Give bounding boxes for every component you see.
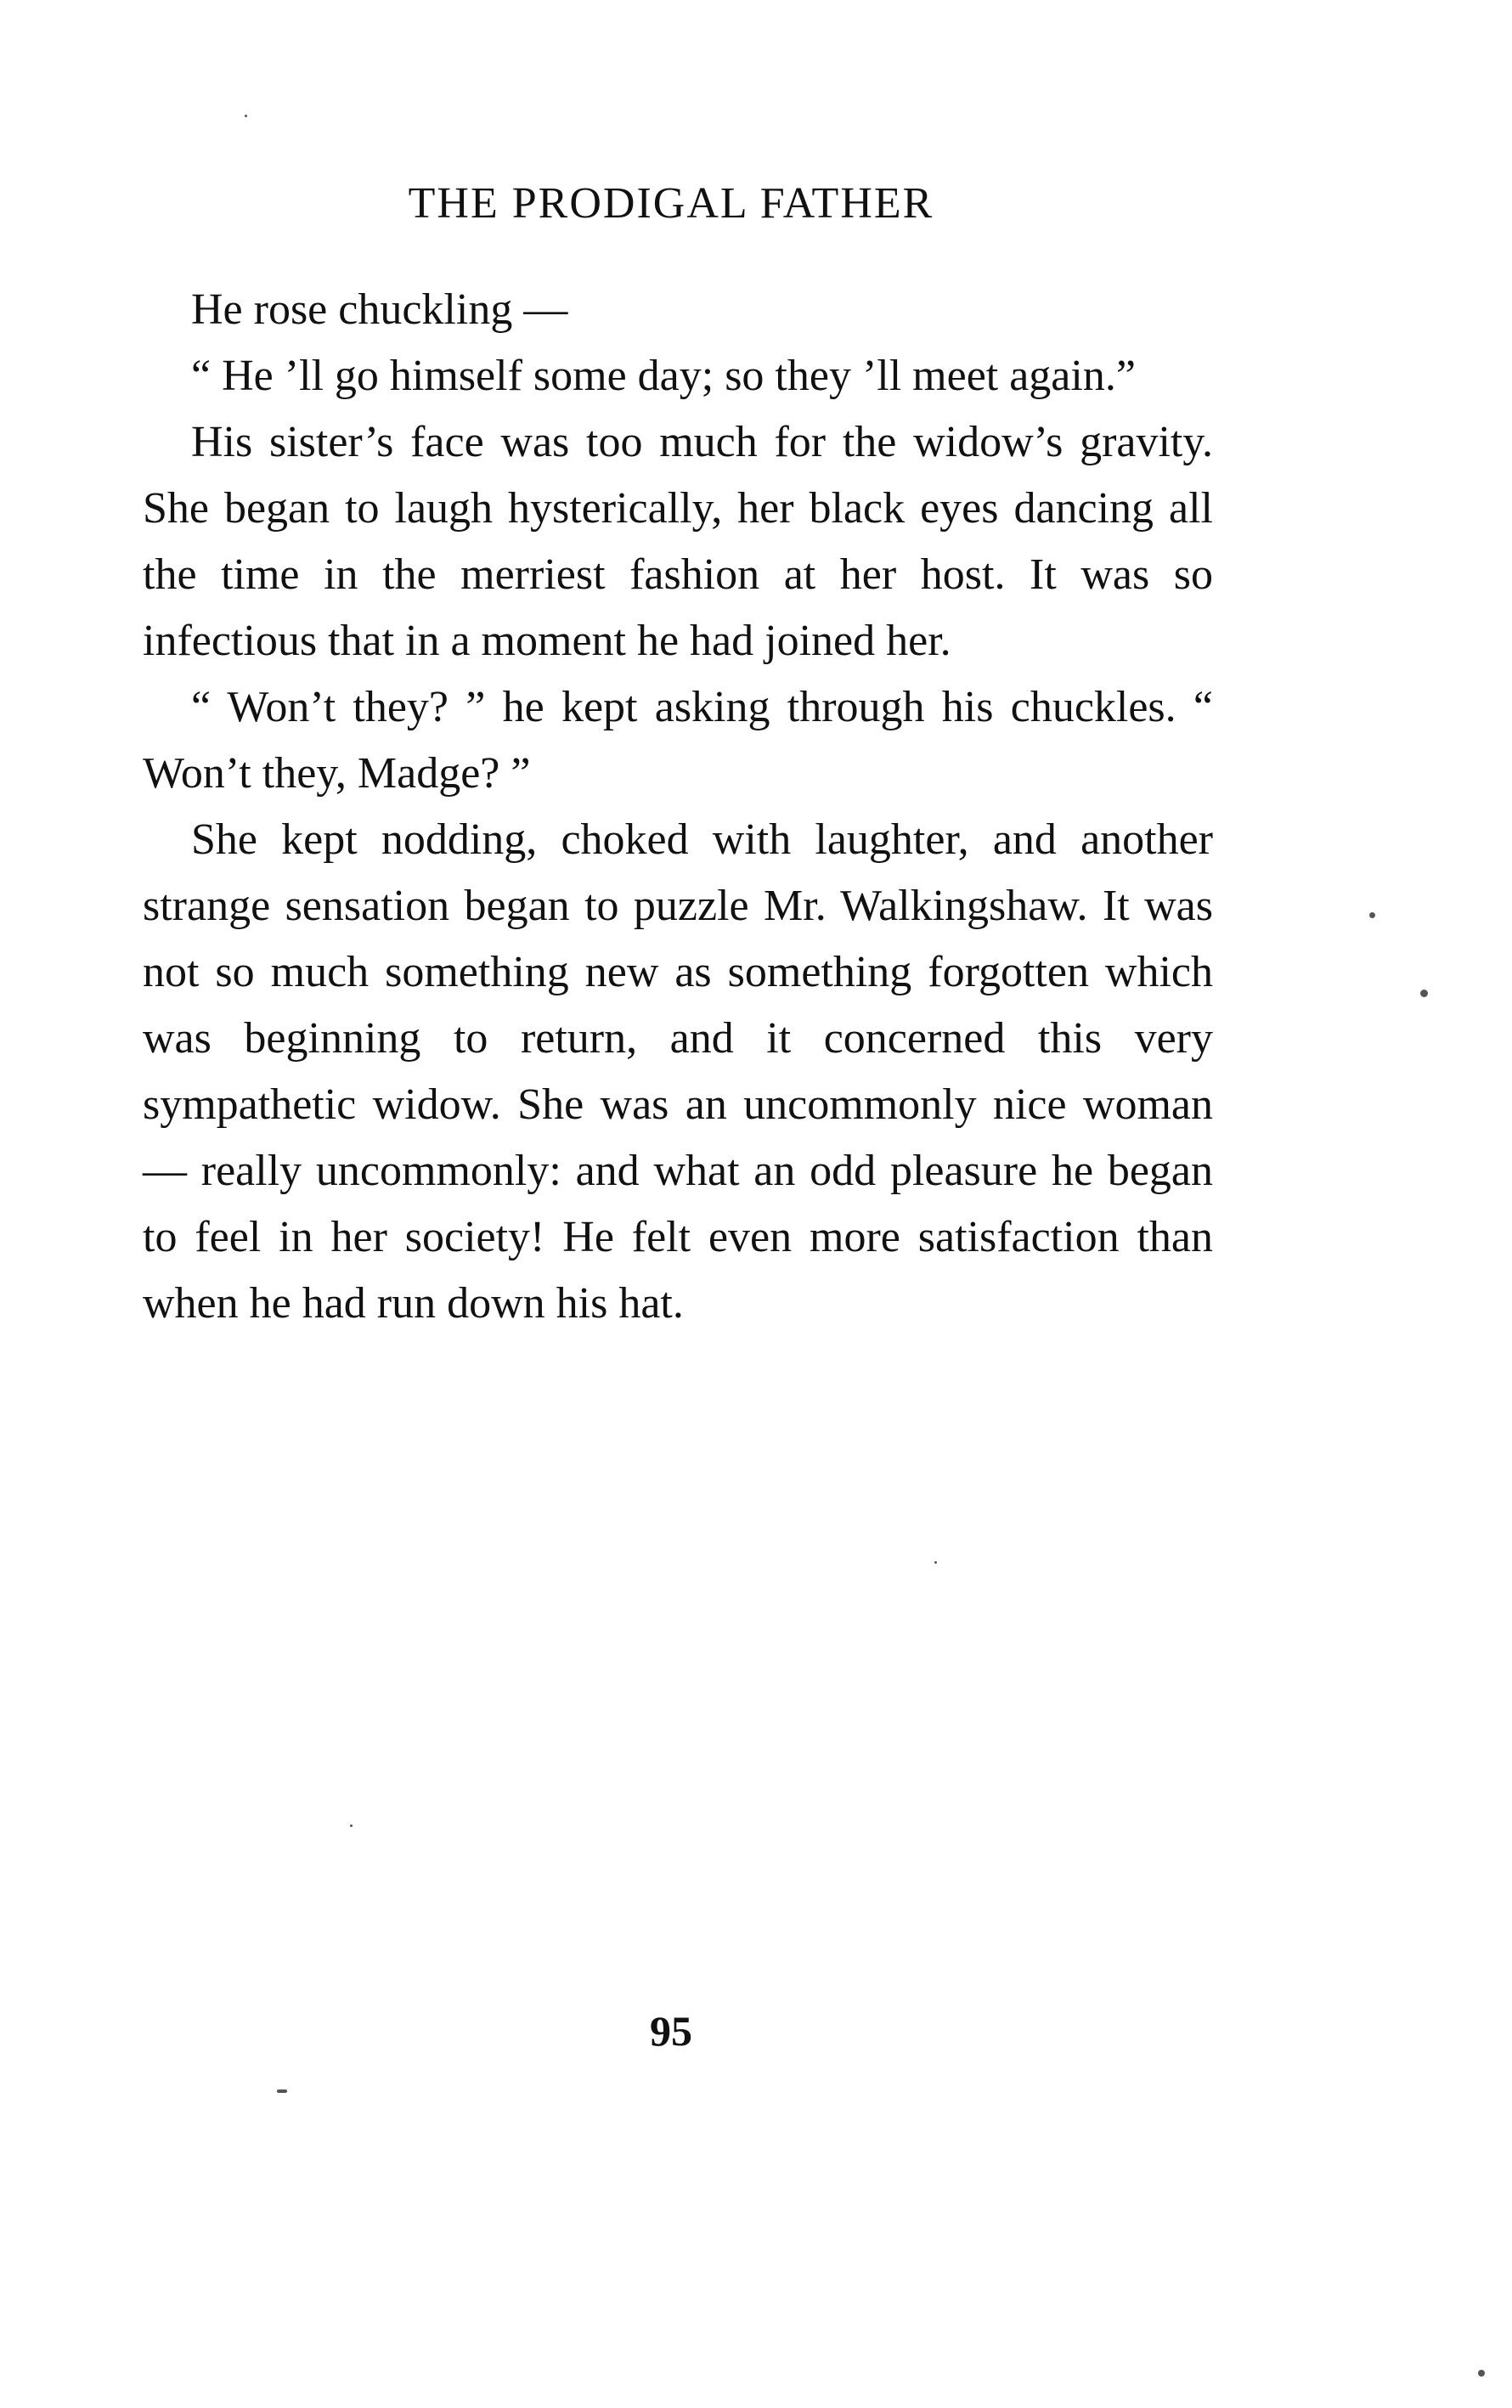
- scan-speck: [1478, 2370, 1485, 2377]
- scan-speck: [1369, 912, 1375, 918]
- paragraph: “ Won’t they? ” he kept asking through his chuckles. “ Won’t they, Madge? ”: [143, 683, 1213, 798]
- paragraph: She kept nodding, choked with laughter, and another strange sensation began to puzzle Mr. Walkingshaw. It was not so much something new as something forgotten which was beginning to return, and it concerned this very sympathetic widow. She was an uncommonly nice woman — really uncommonly: and what an odd pleasure he began to feel in her society! He felt even more satisfaction than when he had run down his hat.: [143, 815, 1213, 1328]
- scan-speck: [277, 2089, 287, 2093]
- scan-speck: [350, 1824, 353, 1827]
- scan-speck: [245, 115, 247, 117]
- body-text: [143, 277, 1213, 1337]
- scan-speck: [934, 1561, 937, 1564]
- paragraph: “ He ’ll go himself some day; so they ’ll meet again.”: [191, 352, 1136, 400]
- page-number: 95: [650, 2007, 692, 2055]
- scan-speck: [1420, 990, 1428, 997]
- paragraph: He rose chuckling —: [191, 285, 568, 334]
- paragraph: His sister’s face was too much for the widow’s gravity. She began to laugh hysterically, her black eyes dancing all the time in the merriest fashion at her host. It was so infectious that in a moment he had joined her.: [143, 418, 1213, 665]
- running-head: THE PRODIGAL FATHER: [408, 179, 934, 228]
